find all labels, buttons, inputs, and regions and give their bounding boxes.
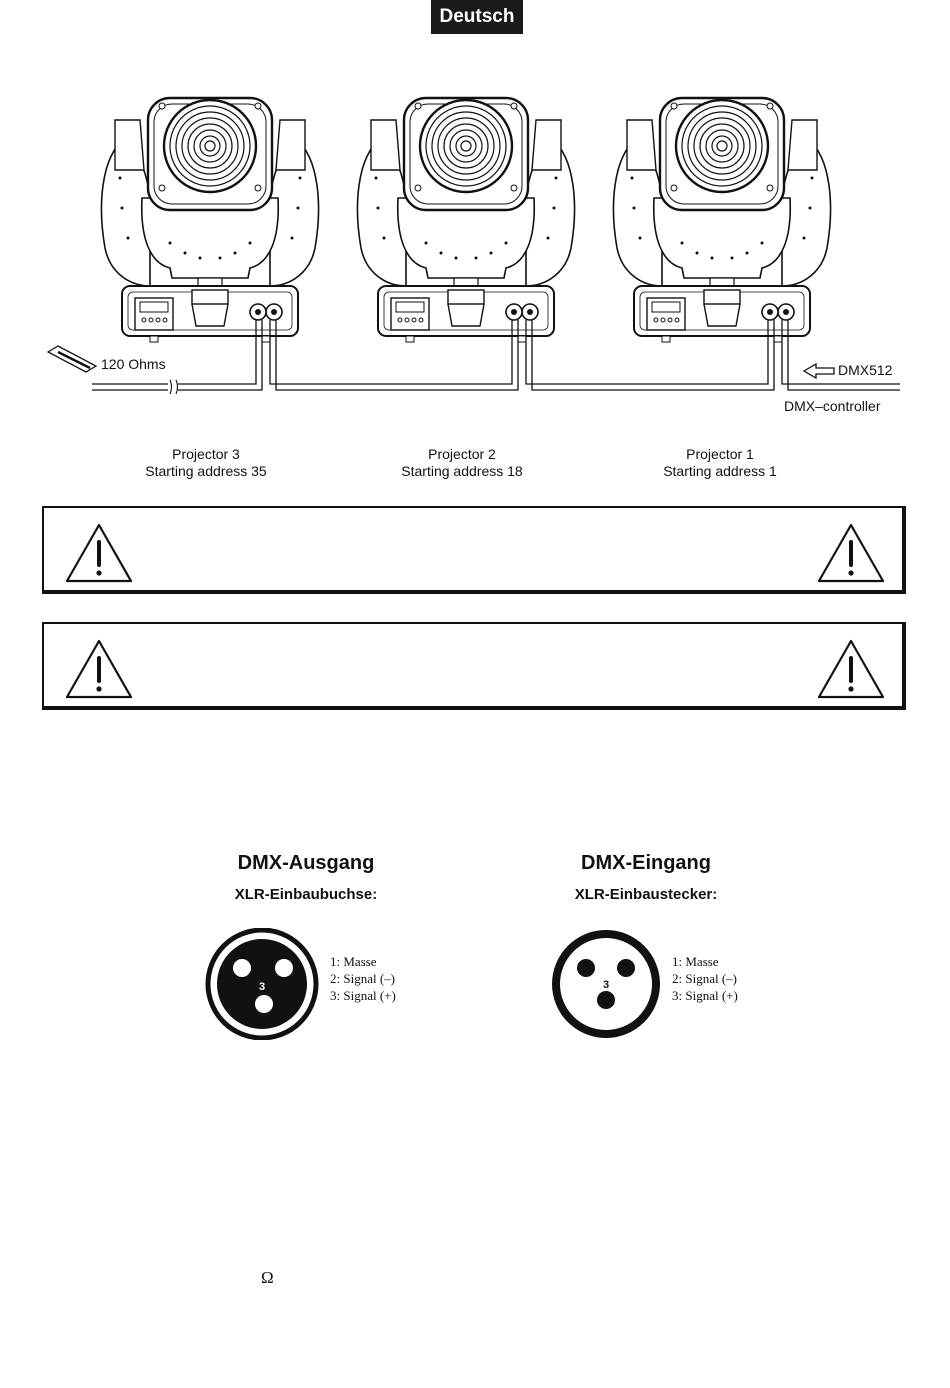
projector-1-fixture <box>614 98 831 342</box>
projector-name: Projector 1 <box>686 446 754 462</box>
language-tab: Deutsch <box>431 0 523 34</box>
pin-assignment: 3: Signal (+) <box>672 988 738 1003</box>
warning-box-2 <box>42 622 906 710</box>
pin-assignment: 1: Masse <box>330 954 377 969</box>
pin-assignment: 2: Signal (–) <box>330 971 395 986</box>
pin-number: 2 <box>237 959 245 971</box>
pin-number: 3 <box>258 981 266 993</box>
pin-assignment: 3: Signal (+) <box>330 988 396 1003</box>
pin-number: 2 <box>622 959 630 971</box>
pin-assignment: 2: Signal (–) <box>672 971 737 986</box>
dmx-wiring-diagram <box>0 0 950 430</box>
projector-3-fixture <box>102 98 319 342</box>
warning-triangle-icon <box>64 522 134 584</box>
projector-address: Starting address 18 <box>401 463 523 479</box>
projector-2-fixture <box>358 98 575 342</box>
projector-2-label <box>352 446 572 480</box>
terminator-plug-icon <box>48 346 96 372</box>
projector-1-label <box>610 446 830 480</box>
signal-label: DMX512 <box>838 362 893 378</box>
cable-break-marks <box>170 380 178 394</box>
warning-triangle-icon <box>816 638 886 700</box>
input-connector-subtitle: XLR-Einbaustecker: <box>574 886 718 903</box>
pin-number: 1 <box>280 959 288 971</box>
output-connector-title: DMX-Ausgang <box>237 852 375 874</box>
xlr-socket-icon <box>202 928 322 1040</box>
projector-name: Projector 3 <box>172 446 240 462</box>
terminator-label: 120 Ohms <box>101 356 166 372</box>
signal-arrow-icon <box>804 364 834 378</box>
controller-label: DMX–controller <box>784 398 881 414</box>
projector-address: Starting address 35 <box>145 463 267 479</box>
output-pin-list <box>330 953 396 1004</box>
projector-address: Starting address 1 <box>663 463 777 479</box>
omega-symbol: Ω <box>261 1268 274 1287</box>
pin-assignment: 1: Masse <box>672 954 719 969</box>
input-connector-title: DMX-Eingang <box>581 852 711 874</box>
input-pin-list <box>672 953 738 1004</box>
warning-triangle-icon <box>64 638 134 700</box>
projector-name: Projector 2 <box>428 446 496 462</box>
pin-number: 1 <box>582 959 590 971</box>
xlr-plug-icon <box>548 928 668 1040</box>
warning-triangle-icon <box>816 522 886 584</box>
projector-3-label <box>96 446 316 480</box>
output-connector-subtitle: XLR-Einbaubuchse: <box>234 886 378 903</box>
pin-number: 3 <box>602 979 610 991</box>
warning-box-1 <box>42 506 906 594</box>
